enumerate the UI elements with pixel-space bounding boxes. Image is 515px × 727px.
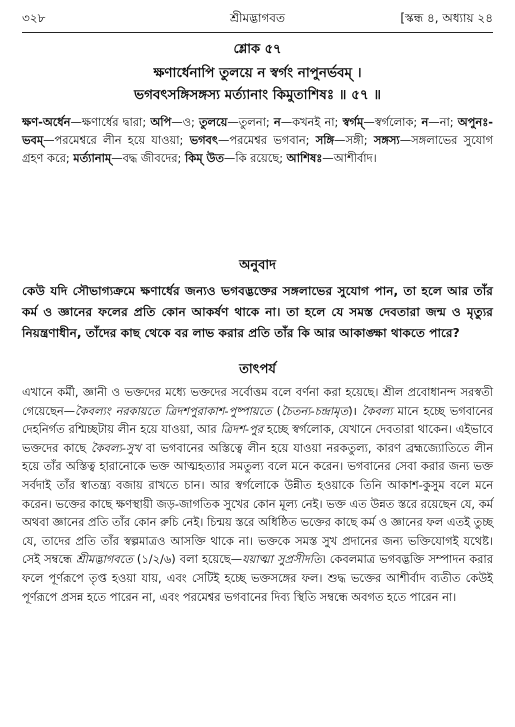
synonym-meaning: না; (439, 115, 458, 129)
purport-segment: (১/২/৬) বলা হয়েছে— (132, 552, 243, 567)
synonym-word: সঙ্গস্য (373, 133, 400, 147)
synonym-meaning: বদ্ধ জীবদের; (122, 151, 185, 165)
synonym-meaning: সঙ্গলাভের সুযোগ গ্রহণ করে; (22, 133, 493, 165)
page-header (22, 10, 493, 30)
synonym-meaning: কি রয়েছে; (235, 151, 287, 165)
header-rule (22, 32, 493, 33)
synonym-meaning: সঙ্গী; (345, 133, 374, 147)
purport-quote: কৈবল্য-সুখ (91, 440, 141, 455)
synonym-word: ন (273, 115, 281, 129)
synonym-word: ভগবৎ (189, 133, 218, 147)
synonym-meaning: পরমেশ্বর ভগবান; (229, 133, 316, 147)
synonym-meaning: স্বর্গলোক; (374, 115, 422, 129)
synonym-word: অপি (150, 115, 172, 129)
purport-quote: ত্রিদশ-পুর (220, 422, 263, 437)
synonym-word: ন (421, 115, 429, 129)
synonym-word: কিম্‌ উত (184, 151, 224, 165)
synonym-meaning: আশীর্বাদ। (333, 151, 377, 165)
synonym-word: মর্ত্যানাম্‌ (73, 151, 112, 165)
verse-title: শ্লোক ৫৭ (233, 42, 282, 57)
purport-segment: )। (348, 403, 362, 418)
purport-segment: মানে হচ্ছে ভগবানের দেহনির্গত রশ্মিচ্ছটায় লীন হয়ে যাওয়া, আর (22, 403, 493, 437)
word-synonyms: ক্ষণ-অর্ধেন—ক্ষণার্ধের দ্বারা; অপি—ও; তুলয়ে—তুলনা; ন—কখনই না; স্বর্গম্‌—স্বর্গলোক; ন—না; অপুনঃ-ভবম্‌—পরমেশ্বরে লীন হয়ে যাওয়া; ভগবৎ—পরমেশ্বর ভগবান; সঙ্গি—সঙ্গী; সঙ্গস্য—সঙ্গলাভের সুযোগ গ্রহণ করে; মর্ত্যানাম্‌—বদ্ধ জীবদের; কিম্‌ উত—কি রয়েছে; আশিষঃ—আশীর্বাদ। (22, 115, 493, 165)
purport-segment: । কেবলমাত্র ভগবদ্ভক্তি সম্পাদন করার ফলে পূর্ণরূপে তৃপ্ত হওয়া যায়, এবং সেটিই হচ্ছে ভক্তসঙ্গের ফল। শুদ্ধ ভক্তের আশীর্বাদ ব্যতীত কেউই পূর্ণরূপে প্রসন্ন হতে পারেন না, এবং পরমেশ্বর ভগবানের দিব্য স্থিতি সম্বন্ধে অবগত হতে পারেন না। (22, 552, 493, 604)
translation-heading: অনুবাদ (239, 258, 276, 273)
synonym-meaning: ও; (182, 115, 200, 129)
synonym-meaning: কখনই না; (292, 115, 343, 129)
book-title: শ্রীমদ্ভাগবত (229, 11, 285, 25)
purport-segment: ( (271, 403, 282, 418)
synonym-word: অপুনঃ-ভবম্‌ (22, 115, 493, 147)
purport-quote: যয়াত্মা সুপ্রসীদতি (242, 552, 322, 567)
synonym-meaning: পরমেশ্বরে লীন হয়ে যাওয়া; (54, 133, 190, 147)
translation-text: কেউ যদি সৌভাগ্যক্রমে ক্ষণার্ধের জন্যও ভগবদ্ভক্তের সঙ্গলাভের সুযোগ পান, তা হলে আর তাঁর কর্ম ও জ্ঞানের ফলের প্রতি কোন আকর্ষণ থাকে না। তা হলে যে সমস্ত দেবতারা জন্ম ও মৃত্যুর নিয়ন্ত্রণাধীন, তাঁদের কাছ থেকে বর লাভ করার প্রতি তাঁর কি আর আকাঙ্ক্ষা থাকতে পারে? (22, 284, 493, 340)
verse-line-1: ক্ষণার্ধেনাপি তুলয়ে ন স্বর্গং নাপুনর্ভবম্‌ । (153, 65, 362, 81)
purport-segment: বা ভগবানের অস্তিত্বে লীন হয়ে যাওয়া নরকতুল্য, কারণ ব্রহ্মজ্যোতিতে লীন হয়ে তাঁর অস্তিত্ব হারানোকে ভক্ত আত্মহত্যার সমতুল্য বলে মনে করেন। ভগবানের সেবা করার জন্য ভক্ত সর্বদাই তাঁর স্বাতন্ত্র্য বজায় রাখতে চান। আর স্বর্গলোকে উন্নীত হওয়াকে তিনি আকাশ-কুসুম বলে মনে করেন। ভক্তের কাছে ক্ষণস্থায়ী জড়-জাগতিক সুখের কোন মূল্য নেই। ভক্ত এত উন্নত স্তরে রয়েছেন যে, কর্ম অথবা জ্ঞানের প্রতি তাঁর কোন রুচি নেই। চিন্ময় স্তরে অধিষ্ঠিত ভক্তের কাছে কর্ম ও জ্ঞানের ফল এতই তুচ্ছ যে, তাদের প্রতি তাঁর স্বল্পমাত্রও আসক্তি থাকে না। ভক্তকে সমস্ত সুখ প্রদানের জন্য ভক্তিযোগই যথেষ্ট। সেই সম্বন্ধে (22, 440, 493, 567)
page-number: ৩২৮ (22, 11, 46, 25)
synonym-word: আশিষঃ (286, 151, 323, 165)
purport-quote: কৈবল্যং নরকায়তে ত্রিদশপুরাকাশ-পুষ্পায়তে (75, 403, 272, 418)
purport-quote: শ্রীমদ্ভাগবতে (76, 552, 133, 567)
synonym-word: তুলয়ে (199, 115, 228, 129)
purport-segment: হচ্ছে স্বর্গলোক, যেখানে দেবতারা থাকেন। এইভাবে ভক্তদের কাছে (22, 422, 493, 455)
purport-text (22, 383, 493, 606)
synonym-word: সঙ্গি (315, 133, 335, 147)
purport-segment: এখানে কর্মী, জ্ঞানী ও ভক্তদের মধ্যে ভক্তদের সর্বোত্তম বলে বর্ণনা করা হয়েছে। শ্রীল প্রবোধানন্দ সরস্বতী গেয়েছেন— (22, 385, 493, 418)
synonym-word: স্বর্গম্‌ (342, 115, 364, 129)
synonym-meaning: তুলনা; (238, 115, 274, 129)
chapter-reference: [স্কন্ধ ৪, অধ্যায় ২৪ (400, 11, 493, 25)
synonym-meaning: ক্ষণার্ধের দ্বারা; (81, 115, 151, 129)
purport-quote: চৈতন্য-চন্দ্রামৃত (281, 403, 349, 418)
verse-line-2: ভগবৎসঙ্গিসঙ্গস্য মর্ত্যানাং কিমুতাশিষঃ ॥ ৫৭ ॥ (134, 87, 381, 103)
synonym-word: ক্ষণ-অর্ধেন (22, 115, 71, 129)
purport-heading: তাৎপর্য (239, 362, 276, 377)
purport-quote: কৈবল্য (361, 403, 393, 418)
